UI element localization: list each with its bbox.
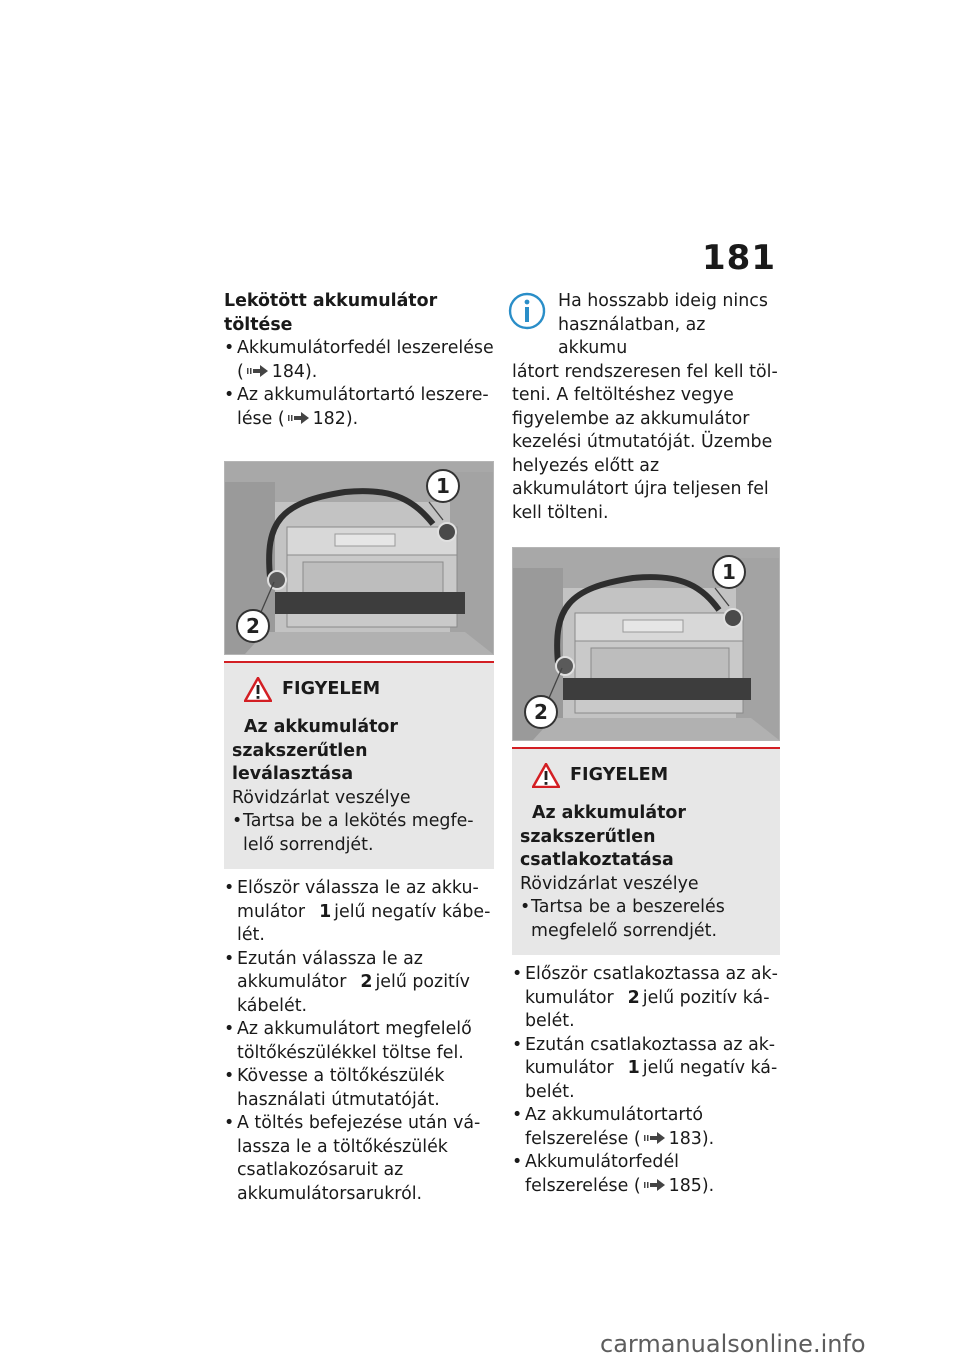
warning-header — [532, 763, 772, 788]
figure-label-1: 1 — [722, 560, 736, 584]
warning-label: FIGYELEM — [570, 764, 669, 785]
prep-text: Az akkumulátortartó leszerelése ( — [237, 385, 489, 429]
step-item: • Ezután csatlakoztassa az akkumulátor 1 jelű negatív kábelét. — [512, 1034, 780, 1105]
warning-triangle-icon — [244, 677, 272, 702]
section-heading: Lekötött akkumulátor töltése — [224, 291, 438, 335]
step-item — [512, 1151, 780, 1198]
warning-title: Az akkumulátor szakszerűtlen csatlakoztatása — [520, 803, 686, 870]
warning-action: • Tartsa be a lekötés megfelelő sorrendjét. — [232, 810, 486, 857]
info-text: látort rendszeresen fel kell tölteni. A feltöltéshez vegye figyelembe az akkumulátor kezelési útmutatóját. Üzembe helyezés előtt az akkumulátort újra teljesen fel kell tölteni. — [512, 361, 778, 523]
step-item: • A töltés befejezése után válassza le a töltőkészülék csatlakozósaruit az akkumulátorsarukról. — [224, 1112, 494, 1206]
ref-text: Az akkumulátortartó felszerelése ( — [525, 1105, 703, 1149]
step-item: • Az akkumulátort megfelelő töltőkészülékkel töltse fel. — [224, 1018, 494, 1065]
info-note — [512, 290, 780, 525]
page-reference[interactable]: 184 — [271, 361, 305, 382]
warning-box — [224, 661, 494, 869]
reference-number: 1 — [319, 901, 332, 922]
arrow-right-icon — [287, 412, 309, 424]
arrow-right-icon — [643, 1132, 665, 1144]
warning-box — [512, 747, 780, 955]
warning-title: Az akkumulátor szakszerűtlen leválasztása — [232, 717, 398, 784]
warning-label: FIGYELEM — [282, 678, 381, 699]
info-icon — [508, 292, 546, 332]
reference-number: 2 — [360, 972, 373, 992]
figure-label-1: 1 — [436, 474, 450, 498]
ref-text: Akkumulátorfedél felszerelése ( — [525, 1152, 679, 1196]
ref-tail: ). — [701, 1175, 715, 1196]
step-item: • Először csatlakoztassa az akkumulátor 2 jelű pozitív kábelét. — [512, 963, 780, 1034]
warning-actions — [232, 810, 486, 857]
reference-number: 2 — [627, 987, 640, 1008]
step-item: • Ezután válassza le az akkumulátor 2 jelű pozitív kábelét. — [224, 948, 494, 1019]
prep-tail: ). — [305, 361, 318, 382]
procedure-steps — [224, 877, 494, 1206]
figure-label-2: 2 — [246, 614, 260, 638]
info-line-1: Ha hosszabb ideig nincs — [558, 291, 768, 311]
left-column — [224, 290, 494, 1206]
warning-subtitle: Rövidzárlat veszélye — [232, 787, 411, 808]
arrow-right-icon — [643, 1179, 665, 1191]
info-line-2: használatban, az akkumu — [558, 314, 706, 358]
warning-actions — [520, 896, 772, 943]
prep-item — [224, 384, 494, 431]
battery-disconnect-figure — [224, 461, 494, 655]
prep-item — [224, 337, 494, 384]
step-item: • Kövesse a töltőkészülék használati útmutatóját. — [224, 1065, 494, 1112]
warning-subtitle: Rövidzárlat veszélye — [520, 873, 699, 894]
figure-label-2: 2 — [534, 700, 548, 724]
arrow-right-icon — [246, 365, 268, 377]
prep-tail: ). — [345, 408, 359, 429]
step-item — [512, 1104, 780, 1151]
reference-number: 1 — [627, 1058, 640, 1078]
right-column — [512, 290, 780, 1198]
page-reference[interactable]: 185 — [668, 1175, 702, 1196]
warning-header — [244, 677, 486, 702]
watermark: carmanualsonline.info — [600, 1330, 866, 1358]
step-item: • Először válassza le az akkumulátor 1 jelű negatív kábelét. — [224, 877, 494, 948]
page-reference[interactable]: 182 — [312, 408, 346, 429]
page-number: 181 — [702, 238, 776, 278]
prep-text: Akkumulátorfedél leszerelése ( — [237, 338, 494, 382]
battery-connect-figure — [512, 547, 780, 741]
prep-list — [224, 337, 494, 431]
warning-triangle-icon — [532, 763, 560, 788]
warning-action: • Tartsa be a beszerelés megfelelő sorrendjét. — [520, 896, 772, 943]
ref-tail: ). — [701, 1128, 715, 1149]
procedure-steps — [512, 963, 780, 1198]
page-reference[interactable]: 183 — [668, 1128, 702, 1149]
